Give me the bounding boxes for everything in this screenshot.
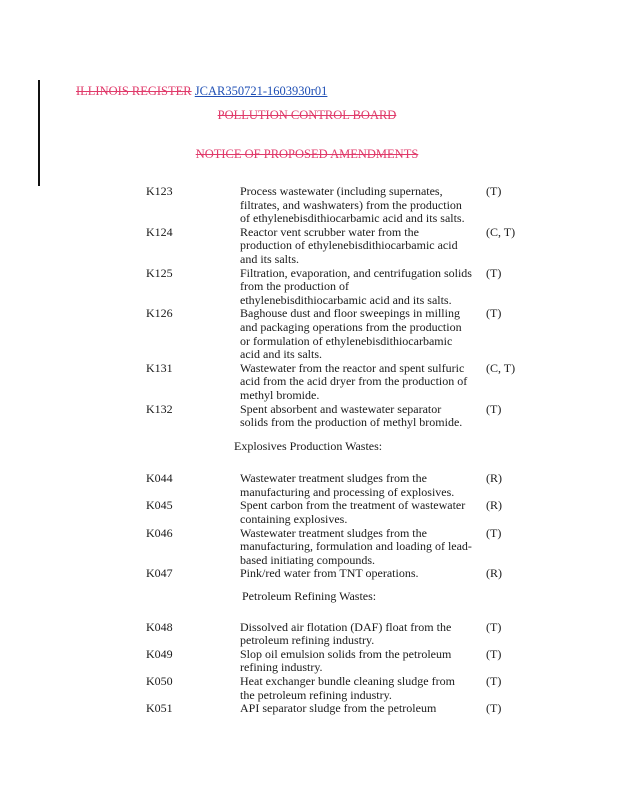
notice-title-struck: NOTICE OF PROPOSED AMENDMENTS	[195, 147, 419, 161]
waste-row	[0, 362, 624, 403]
hazard-code: (T)	[486, 525, 502, 540]
waste-description: Heat exchanger bundle cleaning sludge from the petroleum refining industry.	[240, 674, 455, 702]
waste-description: API separator sludge from the petroleum	[240, 701, 437, 716]
waste-description: Wastewater from the reactor and spent sulfuric acid from the acid dryer from the production of methyl bromide.	[240, 360, 468, 402]
hazard-code: (T)	[486, 306, 502, 321]
waste-code: K131	[146, 360, 173, 375]
waste-row	[0, 675, 624, 702]
board-header	[0, 108, 614, 123]
section-heading-explosives: Explosives Production Wastes:	[234, 438, 383, 453]
hazard-code: (R)	[486, 471, 502, 486]
hazard-code: (T)	[486, 674, 502, 688]
waste-description: Wastewater treatment sludges from the manufacturing and processing of explosives.	[240, 471, 455, 499]
waste-code: K049	[146, 646, 173, 661]
waste-code: K045	[146, 498, 173, 513]
waste-row	[0, 185, 624, 226]
hazard-code: (T)	[486, 265, 502, 280]
hazard-code: (R)	[486, 498, 502, 513]
waste-description: Slop oil emulsion solids from the petroleum refining industry.	[240, 646, 452, 675]
hazard-code: (T)	[486, 619, 502, 634]
waste-description: Baghouse dust and floor sweepings in milling and packaging operations from the production or formulation of ethylenebisdithiocarbamic acid and its salts.	[240, 306, 462, 362]
waste-row	[0, 499, 624, 526]
register-title-struck: ILLINOIS REGISTER	[76, 84, 192, 98]
hazard-code: (T)	[486, 184, 502, 198]
register-id-inserted[interactable]: JCAR350721-1603930r01	[194, 84, 328, 98]
revision-change-bar	[38, 80, 40, 186]
waste-code: K125	[146, 265, 173, 280]
waste-code: K046	[146, 525, 173, 540]
waste-code: K126	[146, 306, 173, 321]
waste-row	[0, 648, 624, 675]
waste-description: Reactor vent scrubber water from the production of ethylenebisdithiocarbamic acid and its salts.	[240, 224, 458, 266]
waste-row	[0, 226, 624, 267]
hazard-code: (C, T)	[486, 224, 516, 239]
hazard-code: (T)	[486, 646, 502, 661]
waste-code: K048	[146, 619, 173, 634]
waste-description: Spent carbon from the treatment of wastewater containing explosives.	[240, 498, 466, 527]
waste-code: K051	[146, 701, 173, 716]
waste-code: K044	[146, 471, 173, 486]
waste-row	[0, 702, 624, 716]
waste-description: Dissolved air flotation (DAF) float from the petroleum refining industry.	[240, 619, 452, 648]
waste-code: K132	[146, 401, 173, 416]
hazard-code: (R)	[486, 566, 502, 581]
waste-code: K124	[146, 224, 173, 239]
waste-description: Filtration, evaporation, and centrifugation solids from the production of ethylenebisdithiocarbamic acid and its salts.	[240, 265, 472, 307]
waste-listing	[0, 185, 624, 716]
waste-row	[0, 403, 624, 430]
waste-row	[0, 472, 624, 499]
waste-description: Wastewater treatment sludges from the manufacturing, formulation and loading of lead-based initiating compounds.	[240, 525, 472, 567]
hazard-code: (C, T)	[486, 360, 516, 375]
register-header	[76, 84, 327, 99]
waste-code: K123	[146, 184, 173, 198]
waste-row	[0, 621, 624, 648]
waste-description: Pink/red water from TNT operations.	[240, 566, 419, 581]
waste-code: K047	[146, 566, 173, 581]
hazard-code: (T)	[486, 401, 502, 416]
waste-row	[0, 567, 624, 581]
waste-row	[0, 307, 624, 361]
hazard-code: (T)	[486, 701, 502, 716]
notice-header	[0, 147, 614, 162]
section-heading-petroleum: Petroleum Refining Wastes:	[242, 589, 377, 604]
waste-row	[0, 267, 624, 308]
waste-row	[0, 527, 624, 568]
waste-description: Spent absorbent and wastewater separator solids from the production of methyl bromide.	[240, 401, 463, 430]
waste-code: K050	[146, 674, 173, 688]
board-title-struck: POLLUTION CONTROL BOARD	[217, 108, 397, 122]
waste-description: Process wastewater (including supernates, filtrates, and washwaters) from the production of ethylenebisdithiocarbamic acid and its salts.	[240, 184, 465, 226]
